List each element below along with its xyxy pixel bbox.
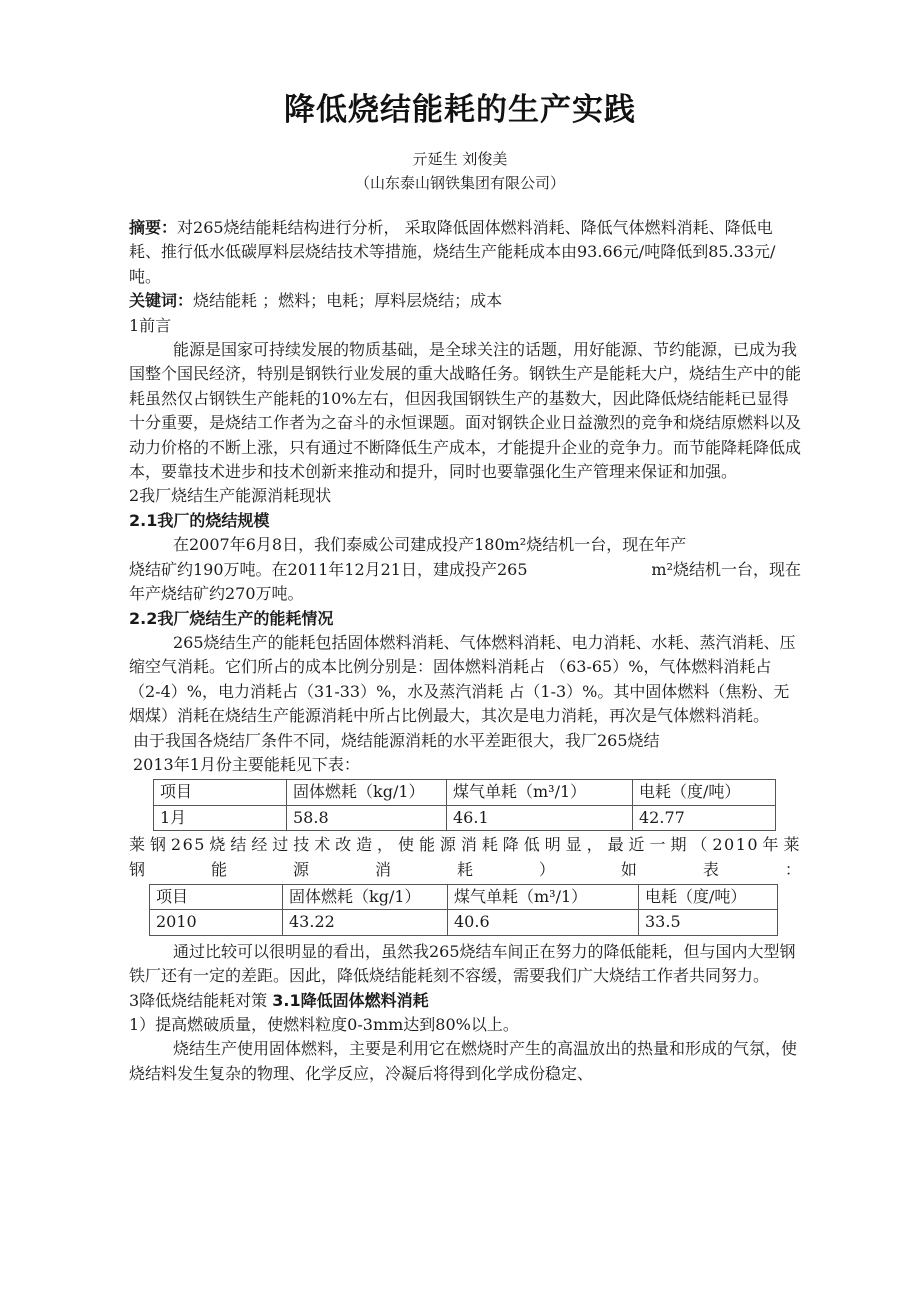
table-cell: 58.8 [287,805,447,830]
table-header-cell: 煤气单耗（m³/1） [448,884,639,909]
keywords-label: 关键词： [129,291,194,311]
comparison-paragraph: 通过比较可以很明显的看出，虽然我265烧结车间正在努力的降低能耗，但与国内大型钢铁厂还有一定的差距。因此，降低烧结能耗刻不容缓，需要我们广大烧结工作者共同努力。 [129,941,796,986]
laigang-word: 能 [210,859,227,879]
section-2-1-heading: 2.1我厂的烧结规模 [129,510,270,530]
energy-table-2010-laigang [149,884,778,936]
table-header-cell: 固体燃耗（kg/1） [287,780,447,805]
table-row [150,910,778,935]
laigang-word: 耗 [456,859,473,879]
table-header-row [150,884,778,909]
table-cell: 1月 [154,805,287,830]
table-cell: 42.77 [633,805,776,830]
section-2-heading: 2我厂烧结生产能源消耗现状 [129,486,332,506]
section-2-1-line-3: 年产烧结矿约270万吨。 [129,584,304,604]
authors: 亓延生 刘俊美 [412,150,508,168]
laigang-word: ） [538,859,555,879]
laigang-word: 源 [292,859,309,879]
table-1-intro-line-2: 2013年1月份主要能耗见下表： [133,754,360,774]
keywords [129,289,801,313]
section-1-heading: 1前言 [129,315,172,335]
laigang-line-2 [129,858,801,882]
abstract-text: 对265烧结能耗结构进行分析， 采取降低固体燃料消耗、降低气体燃料消耗、降低电耗、推行低水低碳厚料层烧结技术等措施，烧结生产能耗成本由93.66元/吨降低到85.33元/吨。 [129,218,776,286]
section-2-1-line-2 [129,558,801,582]
document-body [129,216,801,1086]
table-header-cell: 项目 [150,884,283,909]
section-2-1-line-1: 在2007年6月8日，我们泰威公司建成投产180m²烧结机一台，现在年产 [173,535,687,555]
table-header-cell: 电耗（度/吨） [639,884,778,909]
table-cell: 40.6 [448,910,639,935]
keywords-text: 烧结能耗 ；燃料；电耗；厚料层烧结；成本 [193,291,503,311]
laigang-word: ： [784,859,801,879]
section-3-1-item-1: 1）提高燃破质量，使燃料粒度0-3mm达到80%以上。 [129,1015,519,1034]
laigang-word: 表 [702,859,719,879]
section-3-heading-a: 3降低烧结能耗对策 [129,990,273,1010]
section-3-1-heading: 3.1降低固体燃料消耗 [272,990,429,1010]
abstract-label: 摘要： [129,218,178,237]
abstract [129,216,801,289]
table-header-cell: 煤气单耗（m³/1） [447,780,633,805]
section-2-1-line-2b: m²烧结机一台，现在 [651,559,801,579]
table-cell: 46.1 [447,805,633,830]
section-2-2-heading: 2.2我厂烧结生产的能耗情况 [129,608,334,628]
table-cell: 33.5 [639,910,778,935]
table-cell: 43.22 [283,910,448,935]
table-cell: 2010 [150,910,283,935]
table-row [154,805,776,830]
energy-table-2013 [153,779,776,831]
affiliation: （山东泰山钢铁集团有限公司） [354,174,565,192]
laigang-word: 钢 [129,859,146,879]
laigang-word: 如 [620,859,637,879]
table-header-cell: 固体燃耗（kg/1） [283,884,448,909]
table-header-cell: 项目 [154,780,287,805]
section-3-heading [129,989,801,1013]
laigang-line-1: 莱钢265烧结经过技术改造，使能源消耗降低明显，最近一期（2010年莱 [129,835,801,855]
section-2-1-line-2a: 烧结矿约190万吨。在2011年12月21日，建成投产265 [129,559,528,579]
section-3-1-paragraph: 烧结生产使用固体燃料，主要是利用它在燃烧时产生的高温放出的热量和形成的气氛，使烧结料发生复杂的物理、化学反应，冷凝后将得到化学成份稳定、 [129,1039,798,1083]
table-header-row [154,780,776,805]
document-title: 降低烧结能耗的生产实践 [284,92,636,128]
section-2-2-paragraph: 265烧结生产的能耗包括固体燃料消耗、气体燃料消耗、电力消耗、水耗、蒸汽消耗、压缩空气消耗。它们所占的成本比例分别是：固体燃料消耗占 （63-65）%，气体燃料消耗占（2-4）%，电力消耗占（31-33）%，水及蒸汽消耗 占（1-3）%。其中固体燃料（焦粉、无烟煤）消耗在烧结生产能源消耗中所占比例最大，其次是电力消耗，再次是气体燃料消耗。 [129,632,796,726]
section-1-paragraph: 能源是国家可持续发展的物质基础，是全球关注的话题，用好能源、节约能源，已成为我国整个国民经济，特别是钢铁行业发展的重大战略任务。钢铁生产是能耗大户，烧结生产中的能耗虽然仅占钢铁生产能耗的10%左右，但因我国钢铁生产的基数大，因此降低烧结能耗已显得十分重要，是烧结工作者为之奋斗的永恒课题。面对钢铁企业日益激烈的竞争和烧结原燃料以及动力价格的不断上涨，只有通过不断降低生产成本，才能提升企业的竞争力。而节能降耗降低成本，要靠技术进步和技术创新来推动和提升，同时也要靠强化生产管理来保证和加强。 [129,340,802,482]
table-1-intro-line-1: 由于我国各烧结厂条件不同，烧结能源消耗的水平差距很大，我厂265烧结 [133,730,660,750]
table-header-cell: 电耗（度/吨） [633,780,776,805]
laigang-word: 消 [374,859,391,879]
